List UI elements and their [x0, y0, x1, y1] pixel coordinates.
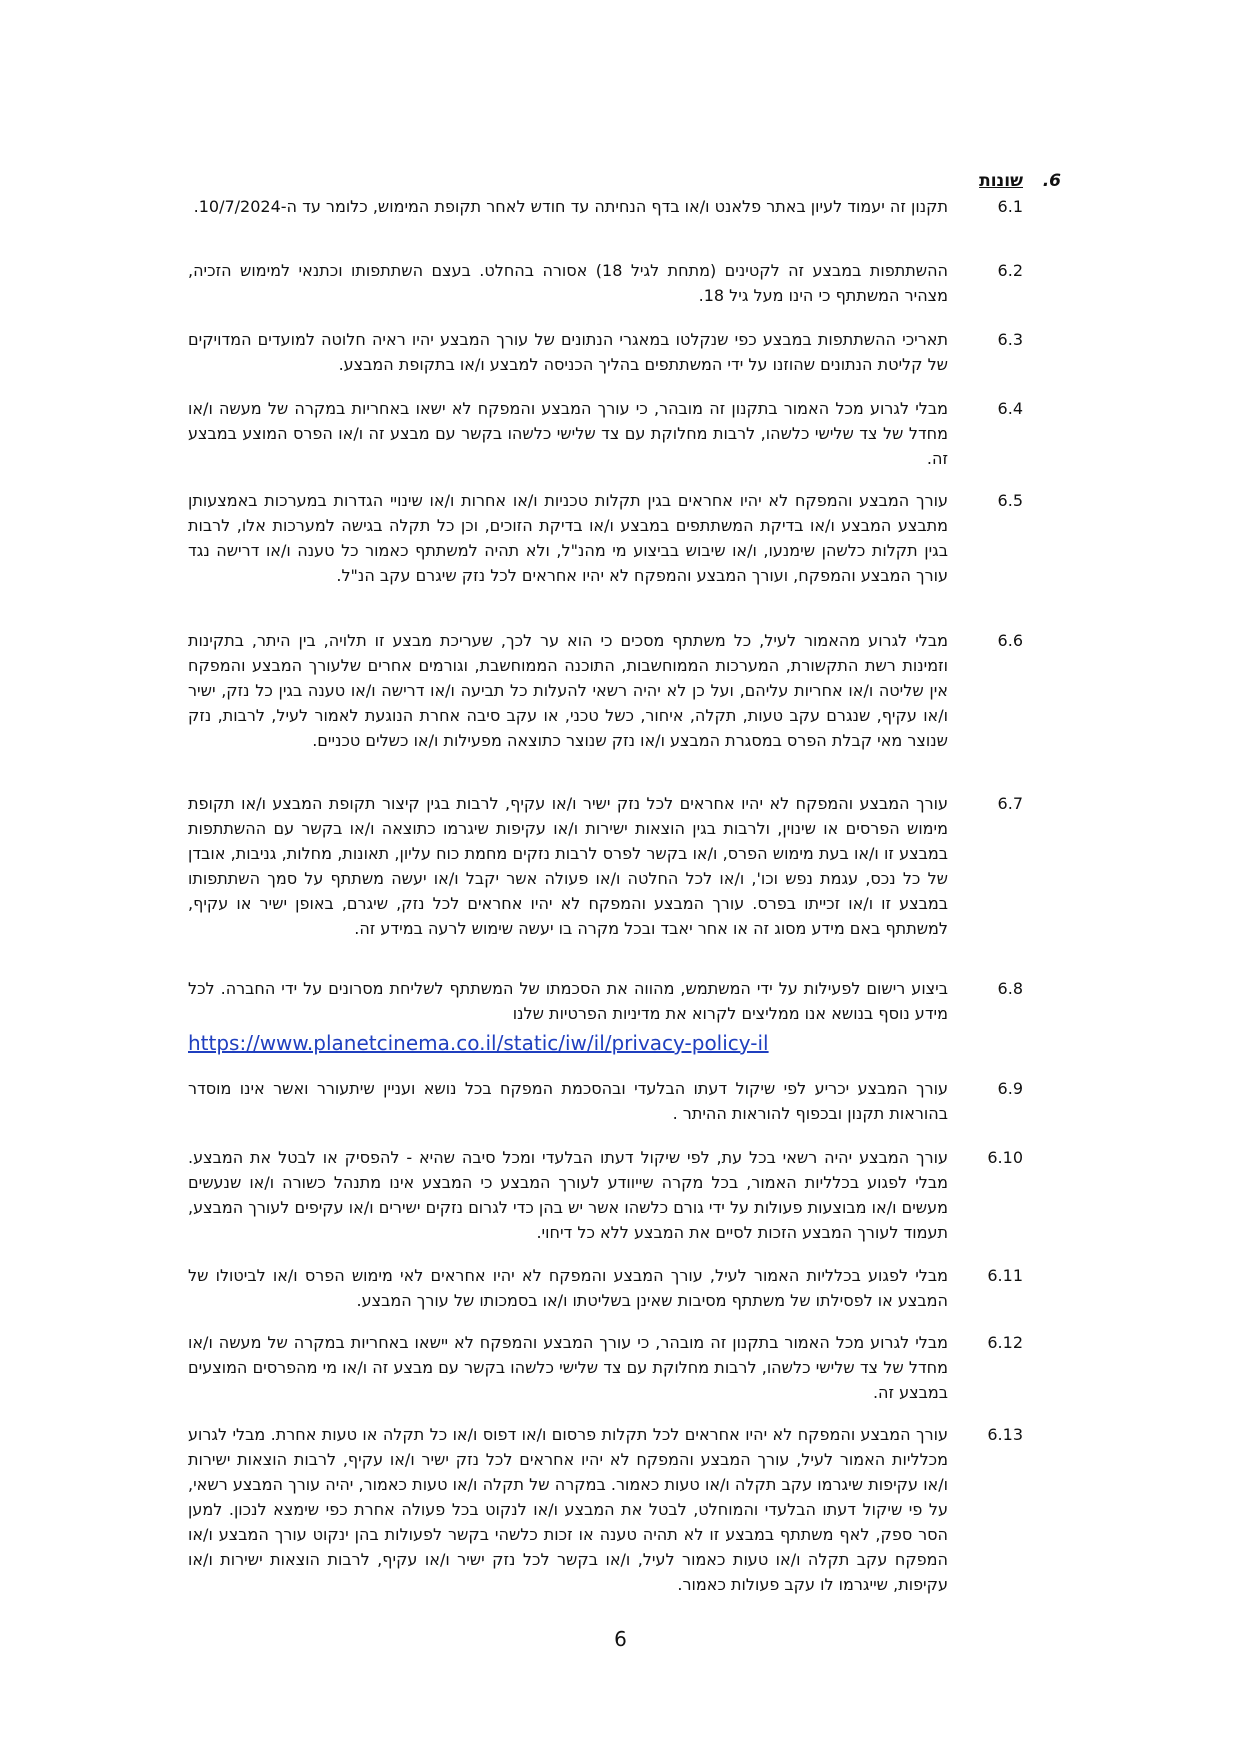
- clause-number: 6.8: [997, 979, 1023, 998]
- clause-text: מבלי לגרוע מכל האמור בתקנון זה מובהר, כי עורך המבצע והמפקח לא ישאו באחריות במקרה של מעשה ו/או מחדל של צד שלישי כלשהו, לרבות מחלוקת עם צד שלישי כלשהו בקשר עם מבצע זה ו/או הפרס המוצע במבצע זה.: [188, 399, 948, 468]
- clause-6-4: [188, 396, 1023, 471]
- clause-number: 6.7: [997, 794, 1023, 813]
- clause-number: 6.12: [987, 1333, 1023, 1352]
- section-number: 6.: [1042, 171, 1061, 191]
- clause-number: 6.2: [997, 261, 1023, 280]
- clause-text: מבלי לפגוע בכלליות האמור לעיל, עורך המבצע והמפקח לא יהיו אחראים לאי מימוש הפרס ו/או לביטולו של המבצע או לפסילתו של משתתף מסיבות שאינן בשליטתו ו/או בסמכותו של עורך המבצע.: [188, 1266, 948, 1310]
- page-number: 6: [614, 1627, 627, 1651]
- clause-number: 6.4: [997, 399, 1023, 418]
- clause-6-3: [188, 327, 1023, 377]
- clause-6-8: [188, 976, 1023, 1058]
- clause-6-12: [188, 1330, 1023, 1405]
- clause-number: 6.5: [997, 491, 1023, 510]
- clause-text: עורך המבצע יכריע לפי שיקול דעתו הבלעדי ובהסכמת המפקח בכל נושא ועניין שיתעורר ואשר אינו מוסדר בהוראות תקנון ובכפוף להוראות ההיתר .: [188, 1079, 948, 1123]
- clause-6-7: [188, 791, 1023, 941]
- privacy-policy-link[interactable]: https://www.planetcinema.co.il/static/iw/il/privacy-policy-il: [188, 1031, 769, 1055]
- clause-text: מבלי לגרוע מכל האמור בתקנון זה מובהר, כי עורך המבצע והמפקח לא יישאו באחריות במקרה של מעשה ו/או מחדל של צד שלישי כלשהו, לרבות מחלוקת עם צד שלישי כלשהו בקשר עם מבצע זה ו/או מי מהפרסים המוצעים במבצע זה.: [188, 1333, 948, 1402]
- clause-number: 6.6: [997, 631, 1023, 650]
- clause-6-9: [188, 1076, 1023, 1126]
- clause-number: 6.13: [987, 1425, 1023, 1444]
- clause-6-13: [188, 1422, 1023, 1597]
- clause-6-5: [188, 488, 1023, 588]
- clause-number: 6.1: [997, 197, 1023, 216]
- clause-number: 6.10: [987, 1148, 1023, 1167]
- clause-6-11: [188, 1263, 1023, 1313]
- clause-text: מבלי לגרוע מהאמור לעיל, כל משתתף מסכים כי הוא ער לכך, שעריכת מבצע זו תלויה, בין היתר, בתקינות וזמינות רשת התקשורת, המערכות הממוחשבות, התוכנה הממוחשבת, וגורמים אחרים שלעורך המבצע והמפקח אין שליטה ו/או אחריות עליהם, ועל כן לא יהיה רשאי להעלות כל תביעה ו/או דרישה ו/או טענה בגין כל נזק, ישיר ו/או עקיף, שנגרם עקב טעות, תקלה, איחור, כשל טכני, או עקב סיבה אחרת הנוגעת לאמור לעיל, לרבות, נזק שנוצר מאי קבלת הפרס במסגרת המבצע ו/או נזק שנוצר כתוצאה מפעילות ו/או כשלים טכניים.: [188, 631, 948, 750]
- clause-text: עורך המבצע והמפקח לא יהיו אחראים לכל תקלות פרסום ו/או דפוס ו/או כל תקלה או טעות אחרת. מבלי לגרוע מכלליות האמור לעיל, עורך המבצע והמפקח לא יהיו אחראים לכל נזק ישיר ו/או עקיף, לרבות הוצאות ישירות ו/או עקיפות שיגרמו עקב תקלה ו/או טעות כאמור. במקרה של תקלה ו/או טעות כאמור, יהיה עורך המבצע רשאי, על פי שיקול דעתו הבלעדי והמוחלט, לבטל את המבצע ו/או לנקוט בכל פעולה אחרת כפי שימצא לנכון. למען הסר ספק, לאף משתתף במבצע זו לא תהיה טענה או זכות כלשהי בקשר לפעולות בהן ינקוט עורך המבצע ו/או המפקח עקב תקלה ו/או טעות כאמור לעיל, ו/או בקשר לכל נזק ישיר ו/או עקיף, לרבות הוצאות ישירות ו/או עקיפות, שייגרמו לו עקב פעולות כאמור.: [188, 1425, 948, 1594]
- section-heading: [921, 168, 1061, 194]
- clause-number: 6.9: [997, 1079, 1023, 1098]
- clause-6-2: [188, 258, 1023, 308]
- clause-text: תקנון זה יעמוד לעיון באתר פלאנט ו/או בדף הנחיתה עד חודש לאחר תקופת המימוש, כלומר עד ה-10/7/2024.: [193, 197, 948, 216]
- clause-text: תאריכי ההשתתפות במבצע כפי שנקלטו במאגרי הנתונים של עורך המבצע יהיו ראיה חלוטה למועדים המדויקים של קליטת הנתונים שהוזנו על ידי המשתתפים בהליך הכניסה למבצע ו/או בתקופת המבצע.: [188, 330, 948, 374]
- clause-text: [188, 976, 948, 1058]
- clause-6-10: [188, 1145, 1023, 1245]
- clause-number: 6.11: [987, 1266, 1023, 1285]
- clause-text: עורך המבצע והמפקח לא יהיו אחראים לכל נזק ישיר ו/או עקיף, לרבות בגין קיצור תקופת המבצע ו/או תקופת מימוש הפרסים או שינוין, ולרבות בגין הוצאות ישירות ו/או עקיפות שיגרמו כתוצאה ו/או בקשר עם ההשתתפות במבצע זו ו/או בעת מימוש הפרס, ו/או בקשר לפרס לרבות נזקים מחמת כוח עליון, תאונות, מחלות, גניבות, אובדן של כל נכס, עגמת נפש וכו', ו/או לכל החלטה ו/או פעולה אשר יקבל ו/או יעשה משתתף על סמך השתתפותו במבצע זו ו/או זכייתו בפרס. עורך המבצע והמפקח לא יהיו אחראים לכל נזק, שיגרם, באופן ישיר או עקיף, למשתתף באם מידע מסוג זה או אחר יאבד ובכל מקרה בו יעשה שימוש לרעה במידע זה.: [188, 794, 948, 938]
- clause-6-6: [188, 628, 1023, 753]
- clause-text: עורך המבצע יהיה רשאי בכל עת, לפי שיקול דעתו הבלעדי ומכל סיבה שהיא - להפסיק או לבטל את המבצע. מבלי לפגוע בכלליות האמור, בכל מקרה שייוודע לעורך המבצע כי המבצע אינו מתנהל כשורה ו/או שנעשים מעשים ו/או מבוצעות פעולות על ידי גורם כלשהו אשר יש בהן כדי לגרום נזקים ישירים ו/או עקיפים לעורך המבצע, תעמוד לעורך המבצע הזכות לסיים את המבצע ללא כל דיחוי.: [188, 1148, 948, 1242]
- clause-text: ההשתתפות במבצע זה לקטינים (מתחת לגיל 18) אסורה בהחלט. בעצם השתתפותו וכתנאי למימוש הזכיה, מצהיר המשתתף כי הינו מעל גיל 18.: [188, 261, 948, 305]
- section-title: שונות: [979, 171, 1023, 191]
- clause-body: ביצוע רישום לפעילות על ידי המשתמש, מהווה את הסכמתו של המשתתף לשליחת מסרונים על ידי החברה. לכל מידע נוסף בנושא אנו ממליצים לקרוא את מדיניות הפרטיות שלנו: [188, 979, 948, 1023]
- clause-6-1: [188, 194, 1023, 219]
- clause-number: 6.3: [997, 330, 1023, 349]
- clause-text: עורך המבצע והמפקח לא יהיו אחראים בגין תקלות טכניות ו/או אחרות ו/או שינויי הגדרות במערכות באמצעותן מתבצע המבצע ו/או בדיקת המשתתפים במבצע ו/או בדיקת הזוכים, וכן כל תקלה בגישה למערכות אלו, לרבות בגין תקלות כלשהן שימנעו, ו/או שיבוש בביצוע מי מהנ"ל, ולא תהיה למשתתף כאמור כל טענה ו/או דרישה נגד עורך המבצע והמפקח, ועורך המבצע והמפקח לא יהיו אחראים לכל נזק שיגרם עקב הנ"ל.: [188, 491, 948, 585]
